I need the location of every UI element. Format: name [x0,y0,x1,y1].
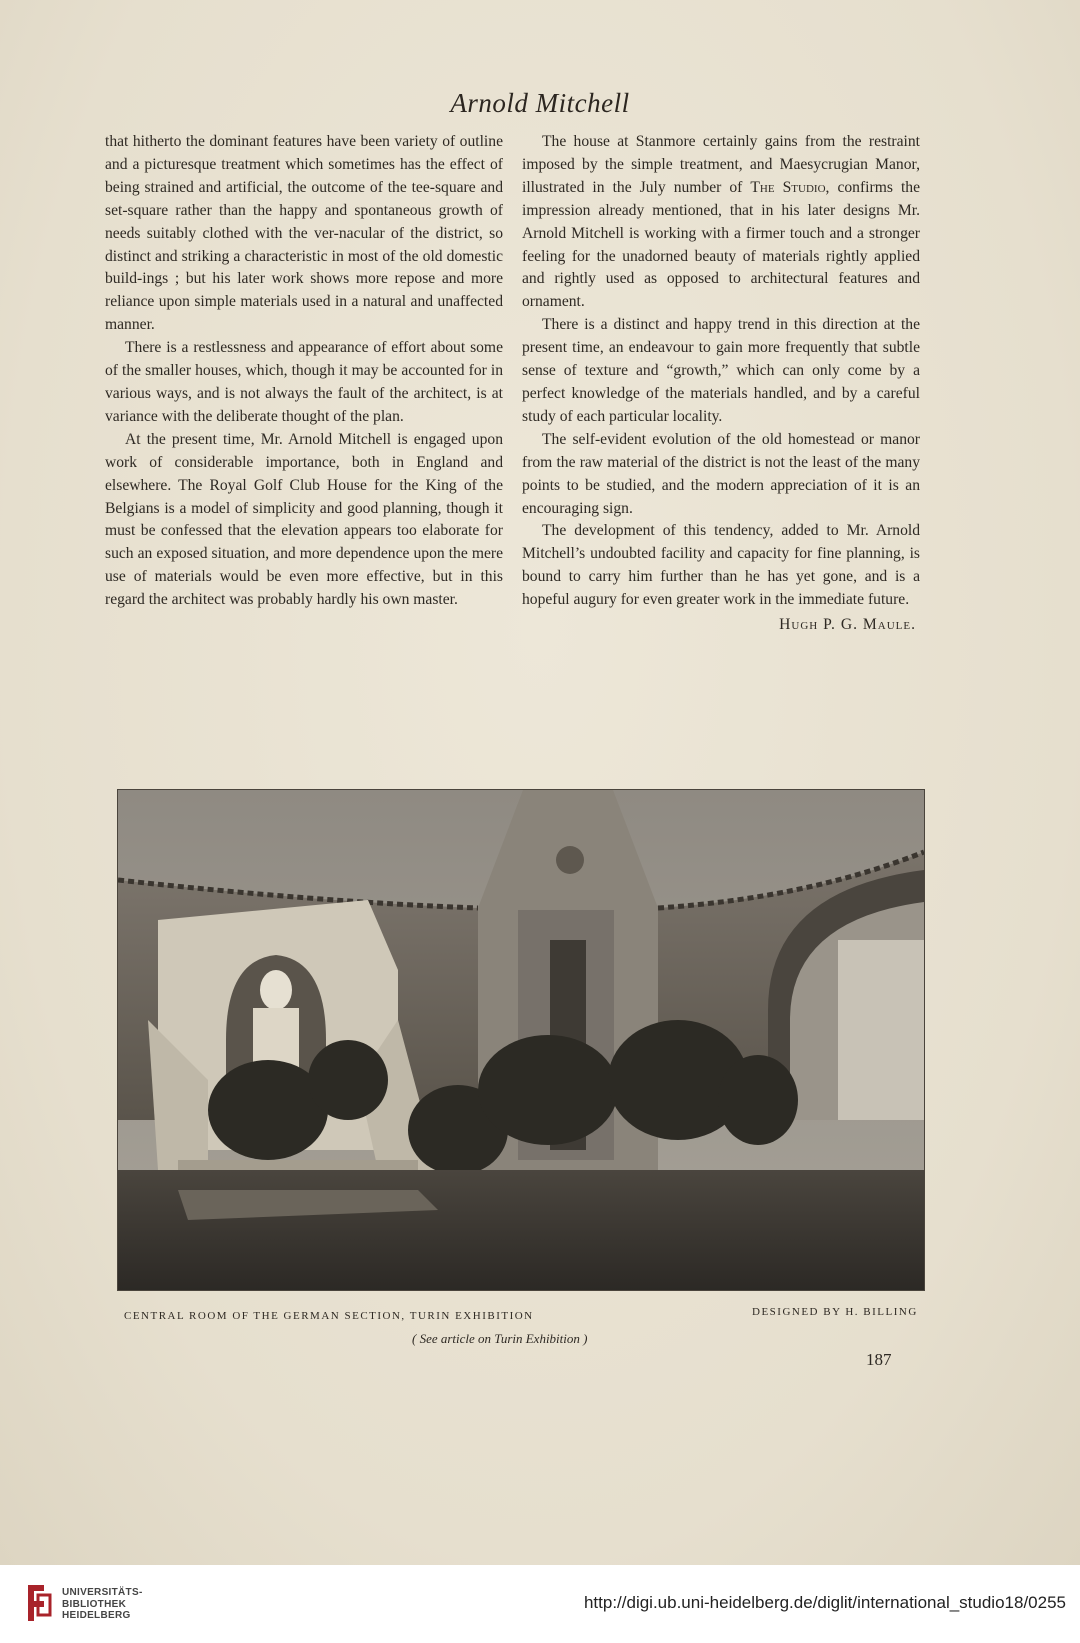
paragraph-text: , confirms the impression already mentioned, that in his later designs Mr. Arnold Mitchell is working with a firmer touch and a stronger feeling for the unadorned beauty of materials rightly applied and rightly used as opposed to architectural features and ornament. [522,178,920,311]
paragraph: There is a distinct and happy trend in this direction at the present time, an endeavour to gain more frequently that subtle sense of texture and “growth,” which can only come by a perfect knowledge of the materials handled, and by a careful study of each particular locality. [522,316,920,425]
library-name-line: HEIDELBERG [62,1610,131,1621]
page-number: 187 [866,1350,892,1369]
paragraph: that hitherto the dominant features have been variety of outline and a picturesque treatment which sometimes has the effect of being strained and artificial, the outcome of the tee-square and set-square rather than the happy and spontaneous growth of needs suitably clothed with the ver-nacular of the district, so distinct and striking a characteristic in most of the old domestic build-ings ; but his later work shows more repose and more reliance upon simple materials used in a natural and unaffected manner. [105,133,503,334]
viewer-footer [0,1565,1080,1643]
exhibition-photograph [118,790,924,1290]
paragraph: The development of this tendency, added to Mr. Arnold Mitchell’s undoubted facility and capacity for fine planning, is bound to carry him further than he has yet gone, and is a hopeful augury for even greater work in the immediate future. [522,522,920,609]
library-logo-icon [24,1581,54,1625]
library-name-line: UNIVERSITÄTS- [62,1587,143,1598]
running-header: Arnold Mitchell [450,88,630,118]
photo-caption-reference: ( See article on Turin Exhibition ) [412,1331,588,1346]
text-column-left [105,131,503,612]
paragraph [522,131,920,314]
source-url-link[interactable]: http://digi.ub.uni-heidelberg.de/diglit/international_studio18/0255 [583,1593,1066,1612]
author-signature: Hugh P. G. Maule. [779,616,916,634]
text-column-right [522,131,920,637]
library-name [62,1587,143,1622]
paragraph: There is a restlessness and appearance of effort about some of the smaller houses, which, though it may be accounted for in various ways, and is not always the fault of the architect, is at variance with the deliberate thought of the plan. [105,339,503,425]
photograph-illustration [118,790,924,1290]
magazine-title: The Studio [750,178,826,196]
paragraph: At the present time, Mr. Arnold Mitchell is engaged upon work of considerable importance, both in England and elsewhere. The Royal Golf Club House for the King of the Belgians is a model of simplicity and good planning, though it must be confessed that the elevation appears too elaborate for such an exposed situation, and more dependence upon the mere use of materials would be even more effective, but in this regard the architect was probably hardly his own master. [105,430,503,609]
library-name-line: BIBLIOTHEK [62,1598,127,1610]
paragraph-text: The house at Stanmore certainly gains from the restraint imposed by the simple treatment, and Maesycrugian Manor, illustrated in the July number of [522,133,920,196]
photo-credit: DESIGNED BY H. BILLING [752,1306,918,1318]
paragraph: The self-evident evolution of the old homestead or manor from the raw material of the district is not the least of the many points to be studied, and the modern appreciation of it is an encouraging sign. [522,430,920,517]
photo-caption: CENTRAL ROOM OF THE GERMAN SECTION, TURIN EXHIBITION [124,1310,534,1322]
